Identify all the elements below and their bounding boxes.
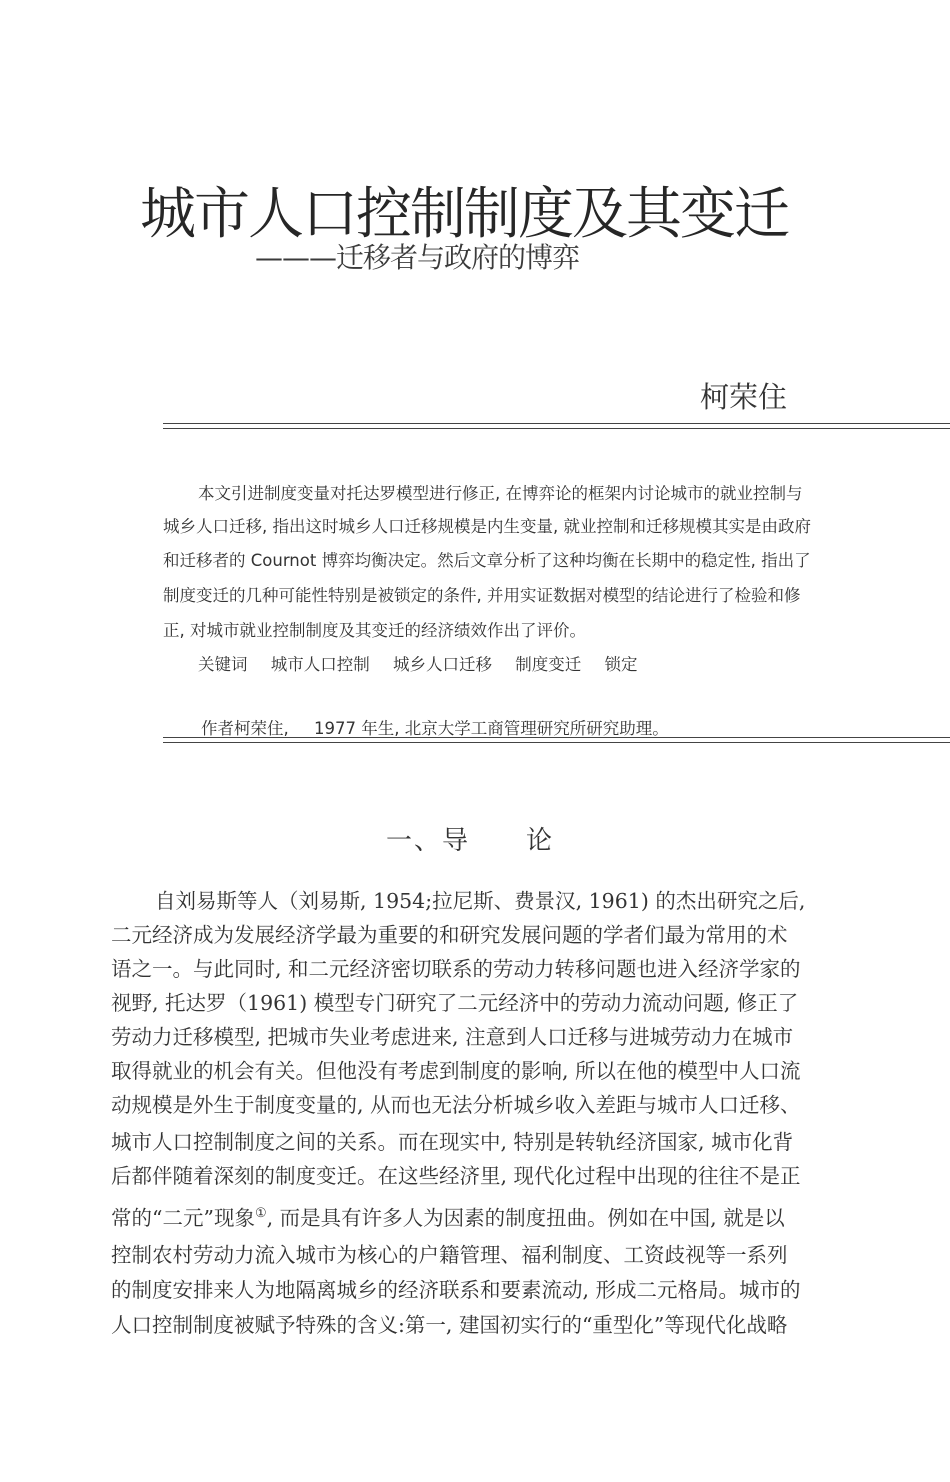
top-rule-1 [163, 423, 950, 424]
abstract-line: 本文引进制度变量对托达罗模型进行修正, 在博弈论的框架内讨论城市的就业控制与 [198, 484, 803, 503]
article-title: 城市人口控制制度及其变迁 [140, 182, 788, 247]
bottom-rule-2 [163, 742, 950, 743]
author-note [201, 715, 669, 739]
body-line: 动规模是外生于制度变量的, 从而也无法分析城乡收入差距与城市人口迁移、 [111, 1093, 801, 1117]
top-rule-2 [163, 428, 950, 429]
body-line: 语之一。与此同时, 和二元经济密切联系的劳动力转移问题也进入经济学家的 [111, 957, 801, 981]
author-note-prefix: 作者柯荣住, [201, 719, 289, 738]
abstract-line: 和迁移者的 Cournot 博弈均衡决定。然后文章分析了这种均衡在长期中的稳定性, 指出了 [163, 551, 811, 570]
body-line-with-footnote [111, 1201, 785, 1231]
body-line-text: 常的“二元”现象 [111, 1206, 255, 1230]
keywords [198, 651, 656, 675]
keyword: 锁定 [604, 655, 638, 674]
keyword: 城市人口控制 [270, 655, 370, 674]
abstract-line: 正, 对城市就业控制制度及其变迁的经济绩效作出了评价。 [163, 621, 586, 640]
author-note-detail: 1977 年生, 北京大学工商管理研究所研究助理。 [314, 719, 669, 738]
keywords-label: 关键词 [198, 655, 248, 674]
article-subtitle: ———迁移者与政府的博弈 [255, 241, 580, 274]
body-line: 视野, 托达罗（1961) 模型专门研究了二元经济中的劳动力流动问题, 修正了 [111, 991, 799, 1015]
body-line: 后都伴随着深刻的制度变迁。在这些经济里, 现代化过程中出现的往往不是正 [111, 1164, 801, 1188]
abstract-line: 城乡人口迁移, 指出这时城乡人口迁移规模是内生变量, 就业控制和迁移规模其实是由政府 [163, 517, 811, 536]
keyword: 城乡人口迁移 [393, 655, 492, 674]
body-line: 劳动力迁移模型, 把城市失业考虑进来, 注意到人口迁移与进城劳动力在城市 [111, 1025, 794, 1049]
body-line: 取得就业的机会有关。但他没有考虑到制度的影响, 所以在他的模型中人口流 [111, 1059, 801, 1083]
keyword: 制度变迁 [515, 655, 582, 674]
footnote-mark[interactable]: ① [254, 1206, 267, 1222]
body-line: 城市人口控制制度之间的关系。而在现实中, 特别是转轨经济国家, 城市化背 [111, 1130, 794, 1154]
body-line: 控制农村劳动力流入城市为核心的户籍管理、福利制度、工资歧视等一系列 [111, 1243, 788, 1267]
body-line: 的制度安排来人为地隔离城乡的经济联系和要素流动, 形成二元格局。城市的 [111, 1278, 801, 1302]
author-name: 柯荣住 [700, 380, 788, 414]
abstract-line: 制度变迁的几种可能性特别是被锁定的条件, 并用实证数据对模型的结论进行了检验和修 [163, 586, 801, 605]
body-line: 人口控制制度被赋予特殊的含义:第一, 建国初实行的“重型化”等现代化战略 [111, 1313, 788, 1337]
bottom-rule-1 [163, 737, 950, 738]
body-line: 自刘易斯等人（刘易斯, 1954;拉尼斯、费景汉, 1961) 的杰出研究之后, [155, 889, 806, 913]
body-line: 二元经济成为发展经济学最为重要的和研究发展问题的学者们最为常用的术 [111, 923, 788, 947]
body-line-tail: , 而是具有许多人为因素的制度扭曲。例如在中国, 就是以 [266, 1206, 785, 1230]
section-heading: 一、导 论 [386, 826, 555, 856]
